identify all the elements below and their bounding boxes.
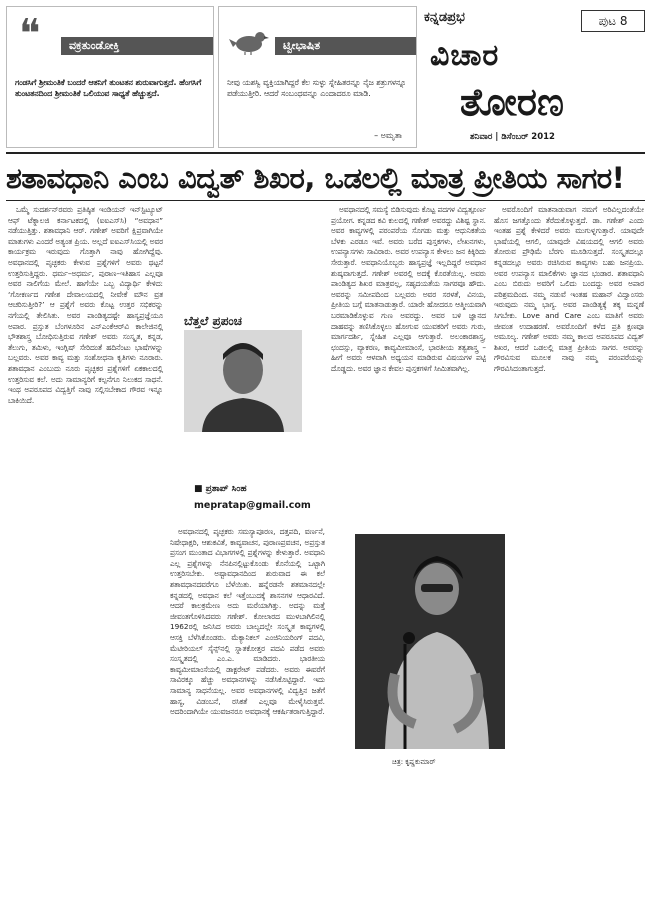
author-name: ■ ಪ್ರತಾಪ್ ಸಿಂಹ xyxy=(194,484,247,494)
column-2-text: ಅವಧಾನದಲ್ಲಿ ಪೃಚ್ಛಕರು ಸಮಸ್ಯಾಪೂರಣ, ದತ್ತಪದಿ, ವರ್ಣನೆ, ನಿಷೇಧಾಕ್ಷರಿ, ಆಶುಕವಿತೆ, ಕಾವ್ಯವಾಚನ, ಪುರಾಣಪ್ರವಚನ, ಅಪ್ರಸ್ತುತ ಪ್ರಸಂಗ ಮುಂತಾದ ವಿಭಾಗಗಳಲ್ಲಿ ಪ್ರಶ್ನೆಗಳನ್ನು ಕೇಳುತ್ತಾರೆ. ಅವಧಾನಿ ಎಲ್ಲ ಪ್ರಶ್ನೆಗಳನ್ನು ನೆನಪಿನಲ್ಲಿಟ್ಟುಕೊಂಡು ಕೊನೆಯಲ್ಲಿ ಒಟ್ಟಾಗಿ ಉತ್ತರಿಸಬೇಕು. ಅಷ್ಟಾವಧಾನದಿಂದ ಶುರುವಾದ ಈ ಕಲೆ ಶತಾವಧಾನದವರೆಗೂ ಬೆಳೆಯಿತು. ಹನ್ನೆರಡನೇ ಶತಮಾನದಲ್ಲೇ ಕನ್ನಡದಲ್ಲಿ ಅವಧಾನ ಕಲೆ ಇತ್ತೆಂಬುದಕ್ಕೆ ಶಾಸನಗಳ ಆಧಾರವಿದೆ. ಆದರೆ ಕಾಲಕ್ರಮೇಣ ಅದು ಮರೆಯಾಗಿತ್ತು. ಅದನ್ನು ಮತ್ತೆ ಜೀವಂತಗೊಳಿಸಿದವರು ಗಣೇಶ್. ಕೋಲಾರದ ಮುಳಬಾಗಿಲಿನಲ್ಲಿ 1962ರಲ್ಲಿ ಜನಿಸಿದ ಅವರು ಬಾಲ್ಯದಲ್ಲೇ ಸಂಸ್ಕೃತ ಕಾವ್ಯಗಳಲ್ಲಿ ಆಸಕ್ತಿ ಬೆಳೆಸಿಕೊಂಡರು. ಮೆಕ್ಯಾನಿಕಲ್ ಎಂಜಿನಿಯರಿಂಗ್ ಪದವಿ, ಮೆಟೀರಿಯಲ್ ಸೈನ್ಸ್‌ನಲ್ಲಿ ಸ್ನಾತಕೋತ್ತರ ಪದವಿ ಪಡೆದ ಅವರು ಸಂಸ್ಕೃತದಲ್ಲಿ ಎಂ.ಎ. ಮಾಡಿದರು. ಭಾರತೀಯ ಕಾವ್ಯಮೀಮಾಂಸೆಯಲ್ಲಿ ಡಾಕ್ಟರೇಟ್ ಪಡೆದರು. ಅವರು ಈವರೆಗೆ ಸಾವಿರಕ್ಕೂ ಹೆಚ್ಚು ಅವಧಾನಗಳನ್ನು ನಡೆಸಿಕೊಟ್ಟಿದ್ದಾರೆ. ಇದು ಸಾಮಾನ್ಯ ಸಾಧನೆಯಲ್ಲ. ಅವರ ಅವಧಾನಗಳಲ್ಲಿ ವಿದ್ವತ್ತಿನ ಜತೆಗೆ ಹಾಸ್ಯ, ವಿಡಂಬನೆ, ರಸಿಕತೆ ಎಲ್ಲವೂ ಮೇಳೈಸಿರುತ್ತವೆ. ಅದರಿಂದಾಗಿಯೇ ಯುವಜನರೂ ಅವಧಾನಕ್ಕೆ ಆಕರ್ಷಿತರಾಗುತ್ತಿದ್ದಾರೆ. xyxy=(170,527,325,717)
column-4-text: ಅವರೊಂದಿಗೆ ಮಾತನಾಡುವಾಗ ನಮಗೆ ಅರಿವಿಲ್ಲದಂತೆಯೇ ಹೊಸ ಜಗತ್ತೊಂದು ತೆರೆದುಕೊಳ್ಳುತ್ತದೆ. ಡಾ. ಗಣೇಶ್ ಎಂದು ಇಂತಹ ಪ್ರಶ್ನೆ ಕೇಳಿದರೆ ಅವರು ಮುಗುಳ್ನಗುತ್ತಾರೆ. ಯಾವುದೇ ಭಾಷೆಯಲ್ಲಿ ಆಗಲಿ, ಯಾವುದೇ ವಿಷಯದಲ್ಲಿ ಆಗಲಿ ಅವರು ತೋರುವ ಪ್ರೌಢಿಮೆ ಬೆರಗು ಮೂಡಿಸುತ್ತದೆ. ಸಂಸ್ಕೃತದಲ್ಲೂ ಕನ್ನಡದಲ್ಲೂ ಅವರು ರಚಿಸಿರುವ ಕಾವ್ಯಗಳು ಬಹು ಜನಪ್ರಿಯ. ಅವರ ಉಪನ್ಯಾಸ ಮಾಲಿಕೆಗಳು ಜ್ಞಾನದ ಭಂಡಾರ. ಶತಾವಧಾನಿ ಎಂಬ ಬಿರುದು ಅವರಿಗೆ ಒಲಿದು ಬಂದದ್ದು ಅವರ ಅಪಾರ ಪರಿಶ್ರಮದಿಂದ. ನಮ್ಮ ನಡುವೆ ಇಂತಹ ಮಹಾನ್ ವಿದ್ವಾಂಸರು ಇರುವುದು ನಮ್ಮ ಭಾಗ್ಯ. ಅವರ ಪಾಂಡಿತ್ಯಕ್ಕೆ ತಕ್ಕ ಮನ್ನಣೆ ಸಿಗಬೇಕು. Love and Care ಎಂಬ ಮಾತಿಗೆ ಅವರು ಜೀವಂತ ಉದಾಹರಣೆ. ಅವರೊಂದಿಗೆ ಕಳೆದ ಪ್ರತಿ ಕ್ಷಣವೂ ಅಮೂಲ್ಯ. ಗಣೇಶ್ ಅವರು ನಮ್ಮ ಕಾಲದ ಅಪರೂಪದ ವಿದ್ವತ್ ಶಿಖರ, ಆದರೆ ಒಡಲಲ್ಲಿ ಮಾತ್ರ ಪ್ರೀತಿಯ ಸಾಗರ. ಅವರನ್ನು ಗೌರವಿಸುವ ಮೂಲಕ ನಾವು ನಮ್ಮ ಪರಂಪರೆಯನ್ನು ಗೌರವಿಸಿದಂತಾಗುತ್ತದೆ. xyxy=(494,205,644,373)
author-photo xyxy=(184,330,302,432)
bird-icon xyxy=(229,27,269,55)
vakratundokti-box xyxy=(6,6,214,148)
headline: ಶತಾವಧಾನಿ ಎಂಬ ವಿದ್ವತ್ ಶಿಖರ, ಒಡಲಲ್ಲಿ ಮಾತ್ರ ಪ್ರೀತಿಯ ಸಾಗರ! xyxy=(6,161,625,195)
article-column-2 xyxy=(170,205,325,895)
top-rule xyxy=(6,152,645,154)
column-1-text: ಒಮ್ಮೆ ಸುದರ್ಶನ್‌ರವರು ಪ್ರತಿಷ್ಠಿತ ಇಂಡಿಯನ್ ಇನ್‌ಸ್ಟಿಟ್ಯೂಟ್ ಆಫ್ ಟೆಕ್ನಾಲಜಿ ಕರ್ನಾಟಕದಲ್ಲಿ (ಐಐಎಸ್‌ಸಿ) “ಅವಧಾನ” ನಡೆಯುತ್ತಿತ್ತು. ಶತಾವಧಾನಿ ಆರ್. ಗಣೇಶ್ ಅವರಿಗೆ ಕ್ಷಿಪ್ರವಾಗಿಯೇ ಮಾತುಗಳು ಎಂದರೆ ಅತ್ಯಂತ ಪ್ರಿಯ. ಅಲ್ಲದೆ ಐಐಎಸ್‌ಸಿಯಲ್ಲಿ ಅವರ ಕಾರ್ಯಕ್ರಮ ಇರುವುದು ಗೊತ್ತಾಗಿ ನಾವು ಹೋಗಿದ್ದೆವು. ಅವಧಾನದಲ್ಲಿ ಪೃಚ್ಛಕರು ಕೇಳುವ ಪ್ರಶ್ನೆಗಳಿಗೆ ಅವರು ಥಟ್ಟನೆ ಉತ್ತರಿಸುತ್ತಿದ್ದರು. ಧರ್ಮ–ಅಧರ್ಮ, ಪುರಾಣ–ಇತಿಹಾಸ ಎಲ್ಲವೂ ಅವರ ನಾಲಿಗೆಯ ಮೇಲೆ. ಹಾಗೆಯೇ ಒಬ್ಬ ವಿದ್ಯಾರ್ಥಿ ಕೇಳಿದ: ‘ಗೋಕರ್ಣದ ಗಣೇಶ ದೇವಾಲಯದಲ್ಲಿ ನೀವೇಕೆ ಮೌನ ವ್ರತ ಆಚರಿಸುತ್ತೀರಿ?’ ಆ ಪ್ರಶ್ನೆಗೆ ಅವರು ಕೊಟ್ಟ ಉತ್ತರ ಸಭಿಕರನ್ನು ನಗೆಯಲ್ಲಿ ತೇಲಿಸಿತು. ಅವರ ಪಾಂಡಿತ್ಯದಷ್ಟೇ ಹಾಸ್ಯಪ್ರಜ್ಞೆಯೂ ಅಪಾರ. ಪ್ರಸ್ತುತ ಬೆಂಗಳೂರಿನ ಎನ್‌ಎಂಕೆಆರ್‌ವಿ ಕಾಲೇಜಿನಲ್ಲಿ ಭೌತಶಾಸ್ತ್ರ ಬೋಧಿಸುತ್ತಿರುವ ಗಣೇಶ್ ಅವರು ಸಂಸ್ಕೃತ, ಕನ್ನಡ, ತೆಲುಗು, ತಮಿಳು, ಇಂಗ್ಲಿಷ್ ಸೇರಿದಂತೆ ಹದಿನೆಂಟು ಭಾಷೆಗಳನ್ನು ಬಲ್ಲವರು. ಅವರ ಕಾವ್ಯ ಮತ್ತು ಸಂಶೋಧನಾ ಕೃತಿಗಳು ನೂರಾರು. ಶತಾವಧಾನ ಎಂಬುದು ನೂರು ಪೃಚ್ಛಕರ ಪ್ರಶ್ನೆಗಳಿಗೆ ಏಕಕಾಲದಲ್ಲಿ ಉತ್ತರಿಸುವ ಕಲೆ. ಅದು ಸಾಮಾನ್ಯರಿಗೆ ಕಲ್ಪನೆಗೂ ನಿಲುಕದ ಸಾಧನೆ. ಇಂಥ ಅಪರೂಪದ ವಿದ್ವತ್ತಿಗೆ ನಾವು ಸಲ್ಲಿಸಬೇಕಾದ ಗೌರವ ಇನ್ನೂ ಬಾಕಿಯಿದೆ. xyxy=(8,205,163,405)
section-title-line1: ವಿಚಾರ xyxy=(430,38,500,73)
subject-photo xyxy=(355,534,505,749)
photo-caption: ಚಿತ್ರ: ಕೃಷ್ಣಕುಮಾರ್ xyxy=(392,758,436,766)
columnist-inset xyxy=(170,312,323,524)
article-column-1 xyxy=(8,205,163,895)
dateline: ಶನಿವಾರ | ಡಿಸೆಂಬರ್ 2012 xyxy=(470,132,555,142)
article-column-4 xyxy=(494,205,644,895)
column-name: ಬೆತ್ತಲೆ ಪ್ರಪಂಚ xyxy=(180,314,246,329)
column-3-text: ಅವಧಾನದಲ್ಲಿ ಸಮಸ್ಯೆ ಬಿಡಿಸುವುದು ಕೊಟ್ಟ ಪದಗಳ ವಿದ್ವತ್ಪೂರ್ಣ ಪ್ರಯೋಗ. ಕನ್ನಡದ ಕವಿ ಕುಲದಲ್ಲಿ ಗಣೇಶ್ ಅವರದ್ದು ವಿಶಿಷ್ಟ ಸ್ಥಾನ. ಅವರ ಕಾವ್ಯಗಳಲ್ಲಿ ಪರಂಪರೆಯ ಸೊಗಡು ಮತ್ತು ಆಧುನಿಕತೆಯ ಬೆಳಕು ಎರಡೂ ಇವೆ. ಅವರು ಬರೆದ ಪುಸ್ತಕಗಳು, ಲೇಖನಗಳು, ಉಪನ್ಯಾಸಗಳು ಸಾವಿರಾರು. ಅವರ ಉಪನ್ಯಾಸ ಕೇಳಲು ಜನ ಕಿಕ್ಕಿರಿದು ಸೇರುತ್ತಾರೆ. ಅವಧಾನಿಯೊಬ್ಬರು ಹಾಸ್ಯಪ್ರಜ್ಞೆ ಇಲ್ಲದಿದ್ದರೆ ಅವಧಾನ ಶುಷ್ಕವಾಗುತ್ತದೆ. ಗಣೇಶ್ ಅವರಲ್ಲಿ ಅದಕ್ಕೆ ಕೊರತೆಯಿಲ್ಲ. ಅವರು ಪಾಂಡಿತ್ಯದ ಶಿಖರ ಮಾತ್ರವಲ್ಲ, ಸಹೃದಯತೆಯ ಸಾಗರವೂ ಹೌದು. ಅವರನ್ನು ಸಮೀಪದಿಂದ ಬಲ್ಲವರು ಅವರ ಸರಳತೆ, ವಿನಯ, ಪ್ರೀತಿಯ ಬಗ್ಗೆ ಮಾತನಾಡುತ್ತಾರೆ. ಯಾರೇ ಹೋದರೂ ಆತ್ಮೀಯವಾಗಿ ಬರಮಾಡಿಕೊಳ್ಳುವ ಗುಣ ಅವರದ್ದು. ಅವರ ಬಳಿ ಜ್ಞಾನದ ದಾಹವನ್ನು ತಣಿಸಿಕೊಳ್ಳಲು ಹೋಗುವ ಯುವಕರಿಗೆ ಅವರು ಗುರು, ಮಾರ್ಗದರ್ಶಿ, ಸ್ನೇಹಿತ ಎಲ್ಲವೂ ಆಗುತ್ತಾರೆ. ಅಲಂಕಾರಶಾಸ್ತ್ರ, ಛಂದಸ್ಸು, ವ್ಯಾಕರಣ, ಕಾವ್ಯಮೀಮಾಂಸೆ, ಭಾರತೀಯ ತತ್ವಶಾಸ್ತ್ರ – ಹೀಗೆ ಅವರು ಆಳವಾಗಿ ಅಧ್ಯಯನ ಮಾಡಿರುವ ವಿಷಯಗಳ ಪಟ್ಟಿ ದೊಡ್ಡದು. ಅವರ ಜ್ಞಾನ ಕೇವಲ ಪುಸ್ತಕಗಳಿಗೆ ಸೀಮಿತವಾಗಿಲ್ಲ. xyxy=(331,205,486,373)
author-portrait-icon xyxy=(184,330,302,432)
vakratundokti-text: ಗಂಡಸಿಗೆ ಶ್ರೀಮಂತಿಕೆ ಬಂದರೆ ಆತನಿಗೆ ತುಂಟತನ ಶುರುವಾಗುತ್ತದೆ. ಹೆಂಗಸಿಗೆ ತುಂಟತನದಿಂದ ಶ್ರೀಮಂತಿಕೆ ಒಲಿಯುವ ಸಾಧ್ಯತೆ ಹೆಚ್ಚುತ್ತದೆ. xyxy=(15,78,202,98)
headline-rule xyxy=(6,200,645,201)
author-email[interactable]: mepratap@gmail.com xyxy=(194,500,311,511)
masthead xyxy=(420,6,645,146)
swirl-icon: ❝ xyxy=(19,11,41,57)
tweetbhashita-byline: – ಅಮೃತಾ xyxy=(374,131,402,140)
page-number: ಪುಟ 8 xyxy=(581,10,645,32)
tweetbhashita-box xyxy=(218,6,417,148)
tweetbhashita-text: ನೀವು ಯಶಸ್ವಿ ವ್ಯಕ್ತಿಯಾಗಿದ್ದರೆ ಕೆಲ ಸುಳ್ಳು ಸ್ನೇಹಿತರನ್ನೂ ನೈಜ ಶತ್ರುಗಳನ್ನೂ ಪಡೆಯುತ್ತೀರಿ. ಆದರೆ ಸಂಬಂಧವನ್ನೂ ಎಂದಾದರೂ ಮಾಡಿ. xyxy=(227,78,407,98)
brand-logo: ಕನ್ನಡಪ್ರಭ xyxy=(424,10,465,25)
tweetbhashita-title: ಟ್ವೀಭಾಷಿತ xyxy=(275,37,416,55)
speaker-portrait-icon xyxy=(355,534,505,749)
section-title-line2: ತೋರಣ xyxy=(460,80,564,124)
vakratundokti-title: ವಕ್ರತುಂಡೋಕ್ತಿ xyxy=(61,37,213,55)
